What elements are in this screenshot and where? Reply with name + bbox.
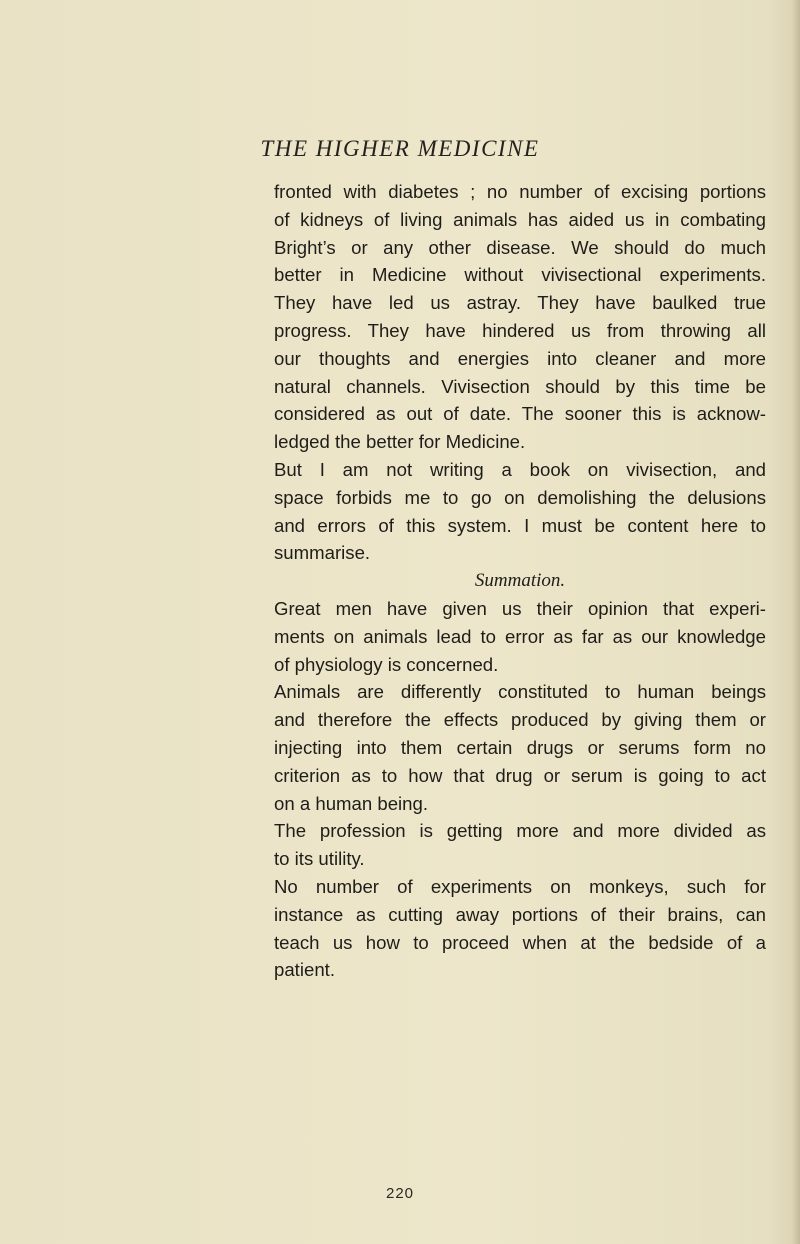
page-edge-shadow	[792, 0, 800, 1244]
text-line: on a human being.	[274, 792, 429, 814]
text-line: No number of experiments on monkeys, such for	[274, 875, 766, 897]
text-line: ments on animals lead to error as far as our knowledge	[274, 625, 766, 647]
text-line: of physiology is concerned.	[274, 653, 499, 675]
text-line: criterion as to how that drug or serum is going to act	[274, 764, 766, 786]
text-line: space forbids me to go on demolishing the delusions	[274, 486, 766, 508]
text-line: and therefore the effects produced by giving them or	[274, 709, 766, 731]
text-line: ledged the better for Medicine.	[274, 431, 526, 453]
text-line: progress. They have hindered us from throwing all	[274, 319, 766, 341]
text-line: summarise.	[274, 542, 371, 564]
text-line: better in Medicine without vivisectional experiments.	[274, 264, 766, 286]
body-text	[274, 178, 766, 984]
text-line: injecting into them certain drugs or serums form no	[274, 736, 766, 758]
text-line: instance as cutting away portions of their brains, can	[274, 903, 766, 925]
text-line: Animals are differently constituted to human beings	[274, 681, 766, 703]
section-heading: Summation.	[474, 570, 566, 592]
text-line: to its utility.	[274, 848, 365, 870]
page-number: 220	[385, 1185, 415, 1202]
text-line: of kidneys of living animals has aided us in combating	[274, 208, 766, 230]
text-line: Great men have given us their opinion that experi-	[274, 597, 766, 619]
running-head: THE HIGHER MEDICINE	[260, 136, 540, 161]
text-line: The profession is getting more and more divided as	[274, 820, 766, 842]
text-line: natural channels. Vivisection should by this time be	[274, 375, 766, 397]
text-line: But I am not writing a book on vivisection, and	[274, 458, 766, 480]
text-line: patient.	[274, 959, 335, 981]
text-line: They have led us astray. They have baulked true	[274, 292, 766, 314]
text-line: and errors of this system. I must be content here to	[274, 514, 766, 536]
text-line: teach us how to proceed when at the bedside of a	[274, 931, 766, 953]
text-line: fronted with diabetes ; no number of excising portions	[274, 181, 766, 202]
text-line: our thoughts and energies into cleaner and more	[274, 347, 766, 369]
text-line: Bright’s or any other disease. We should do much	[274, 236, 766, 258]
text-line: considered as out of date. The sooner this is acknow-	[274, 403, 766, 425]
